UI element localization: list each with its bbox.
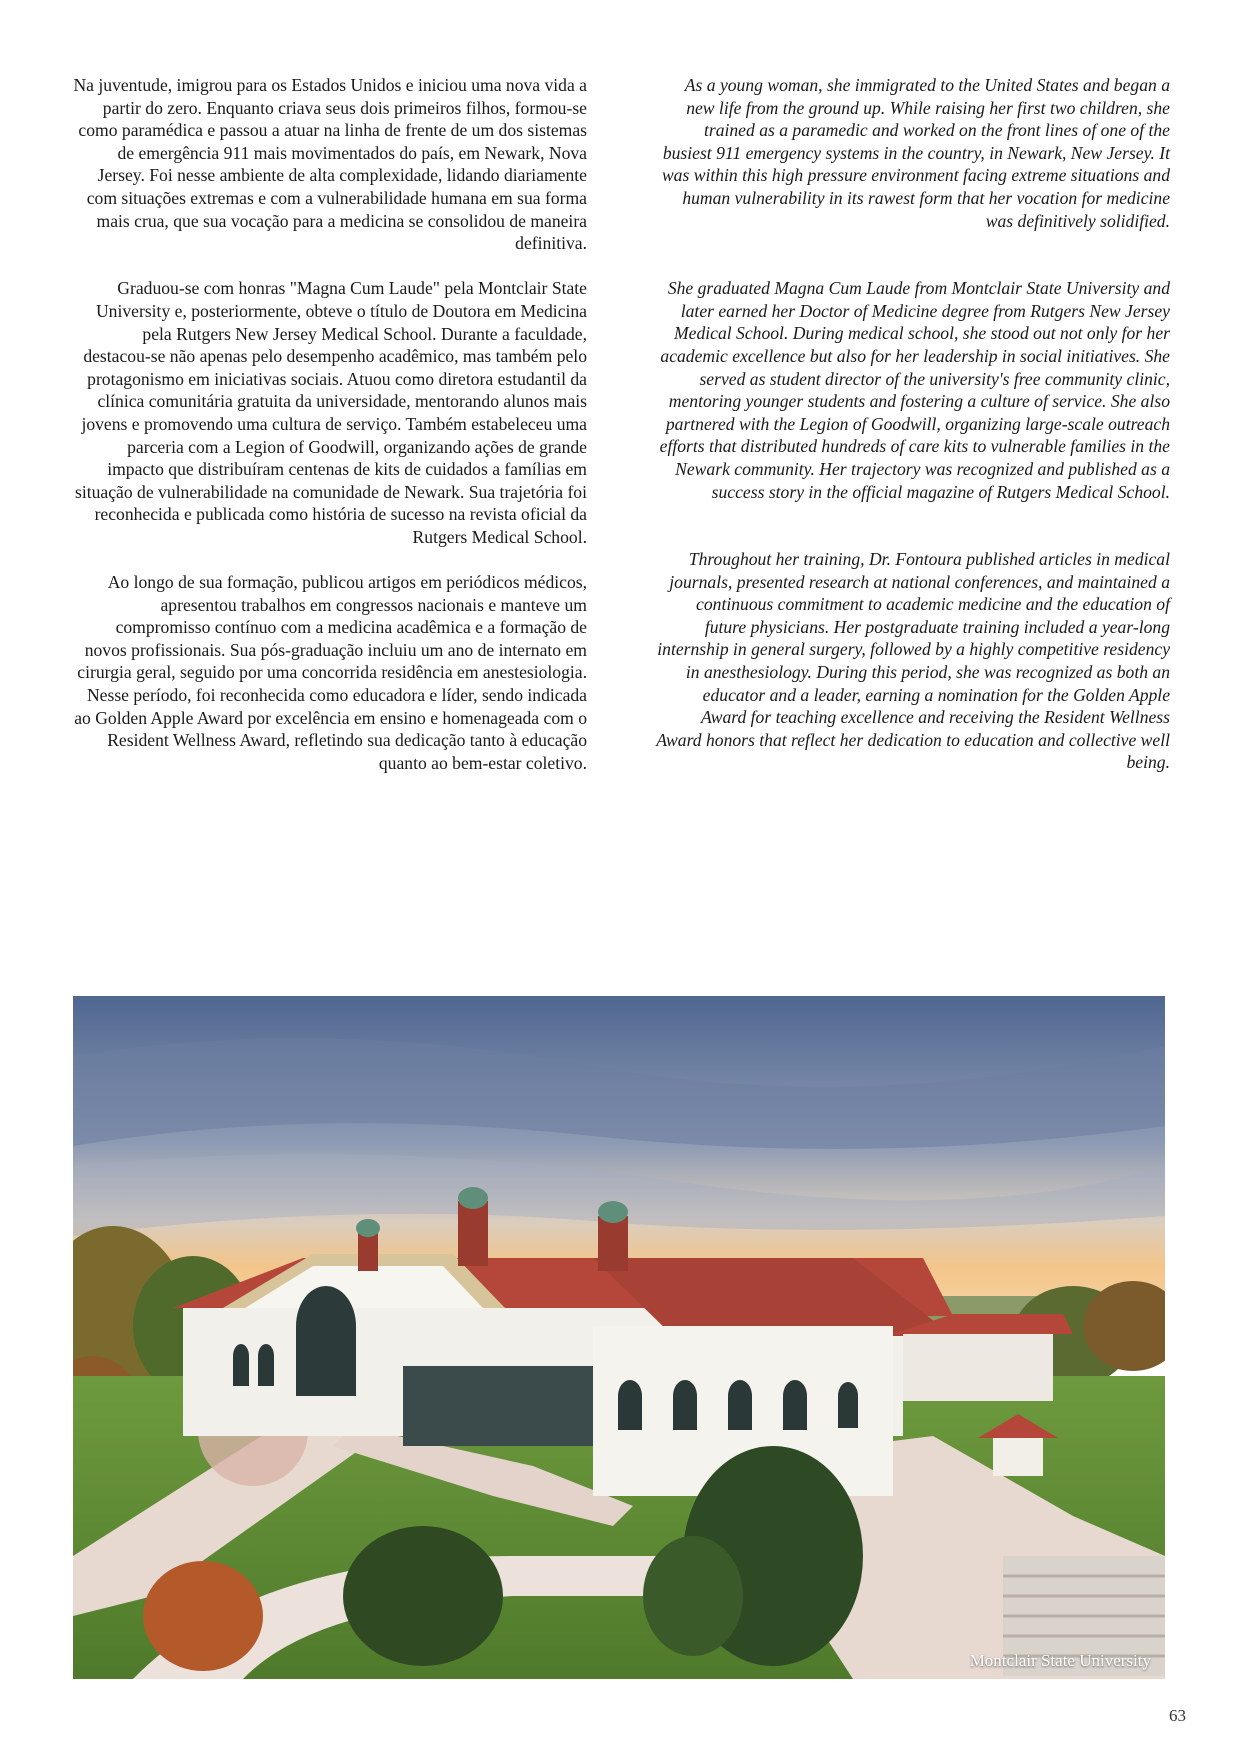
portuguese-paragraph-2: Graduou-se com honras "Magna Cum Laude" pela Montclair State University e, posteriormente, obteve o título de Doutora em Medicina pela Rutgers New Jersey Medical School. Durante a faculdade, destacou-se não apenas pelo desempenho acadêmico, mas também pelo protagonismo em iniciativas sociais. Atuou como diretora estudantil da clínica comunitária gratuita da universidade, mentorando alunos mais jovens e promovendo uma cultura de serviço. Também estabeleceu uma parceria com a Legion of Goodwill, organizando ações de grande impacto que distribuíram centenas de kits de cuidados a famílias em situação de vulnerabilidade na comunidade de Newark. Sua trajetória foi reconhecida e publicada como história de sucesso na revista oficial da Rutgers Medical School.	[75, 278, 587, 547]
portuguese-paragraph-1: Na juventude, imigrou para os Estados Unidos e iniciou uma nova vida a partir do zero. Enquanto criava seus dois primeiros filhos, formou-se como paramédica e passou a atuar na linha de frente de um dos sistemas de emergência 911 mais movimentados do país, em Newark, Nova Jersey. Foi nesse ambiente de alta complexidade, lidando diariamente com situações extremas e com a vulnerabilidade humana em sua forma mais crua, que sua vocação para a medicina se consolidou de maneira definitiva.	[73, 75, 587, 254]
english-column	[656, 74, 1170, 774]
campus-illustration	[73, 996, 1165, 1679]
english-paragraph-1: As a young woman, she immigrated to the United States and began a new life from the ground up. While raising her first two children, she trained as a paramedic and worked on the front lines of one of the busiest 911 emergency systems in the country, in Newark, New Jersey. It was within this high pressure environment facing extreme situations and human vulnerability in its rawest form that her vocation for medicine was definitively solidified.	[661, 75, 1170, 231]
page-number: 63	[1169, 1706, 1186, 1725]
portuguese-paragraph-3: Ao longo de sua formação, publicou artigos em periódicos médicos, apresentou trabalhos em congressos nacionais e manteve um compromisso contínuo com a medicina acadêmica e a formação de novos profissionais. Sua pós-graduação incluiu um ano de internato em cirurgia geral, seguido por uma concorrida residência em anestesiologia. Nesse período, foi reconhecida como educadora e líder, sendo indicada ao Golden Apple Award por excelência em ensino e homenageada com o Resident Wellness Award, refletindo sua dedicação tanto à educação quanto ao bem-estar coletivo.	[74, 572, 587, 773]
campus-photo	[73, 996, 1165, 1679]
portuguese-column	[73, 74, 587, 774]
photo-caption: Montclair State University	[969, 1651, 1151, 1670]
english-paragraph-2: She graduated Magna Cum Laude from Montclair State University and later earned her Doctor of Medicine degree from Rutgers New Jersey Medical School. During medical school, she stood out not only for her academic excellence but also for her leadership in social initiatives. She served as student director of the university's free community clinic, mentoring younger students and fostering a culture of service. She also partnered with the Legion of Goodwill, organizing large-scale outreach efforts that distributed hundreds of care kits to vulnerable families in the Newark community. Her trajectory was recognized and published as a success story in the official magazine of Rutgers Medical School.	[659, 278, 1170, 502]
english-paragraph-3: Throughout her training, Dr. Fontoura published articles in medical journals, presented research at national conferences, and maintained a continuous commitment to academic medicine and the education of future physicians. Her postgraduate training included a year-long internship in general surgery, followed by a highly competitive residency in anesthesiology. During this period, she was recognized as both an educator and a leader, earning a nomination for the Golden Apple Award for teaching excellence and receiving the Resident Wellness Award honors that reflect her dedication to education and collective well being.	[656, 549, 1170, 773]
